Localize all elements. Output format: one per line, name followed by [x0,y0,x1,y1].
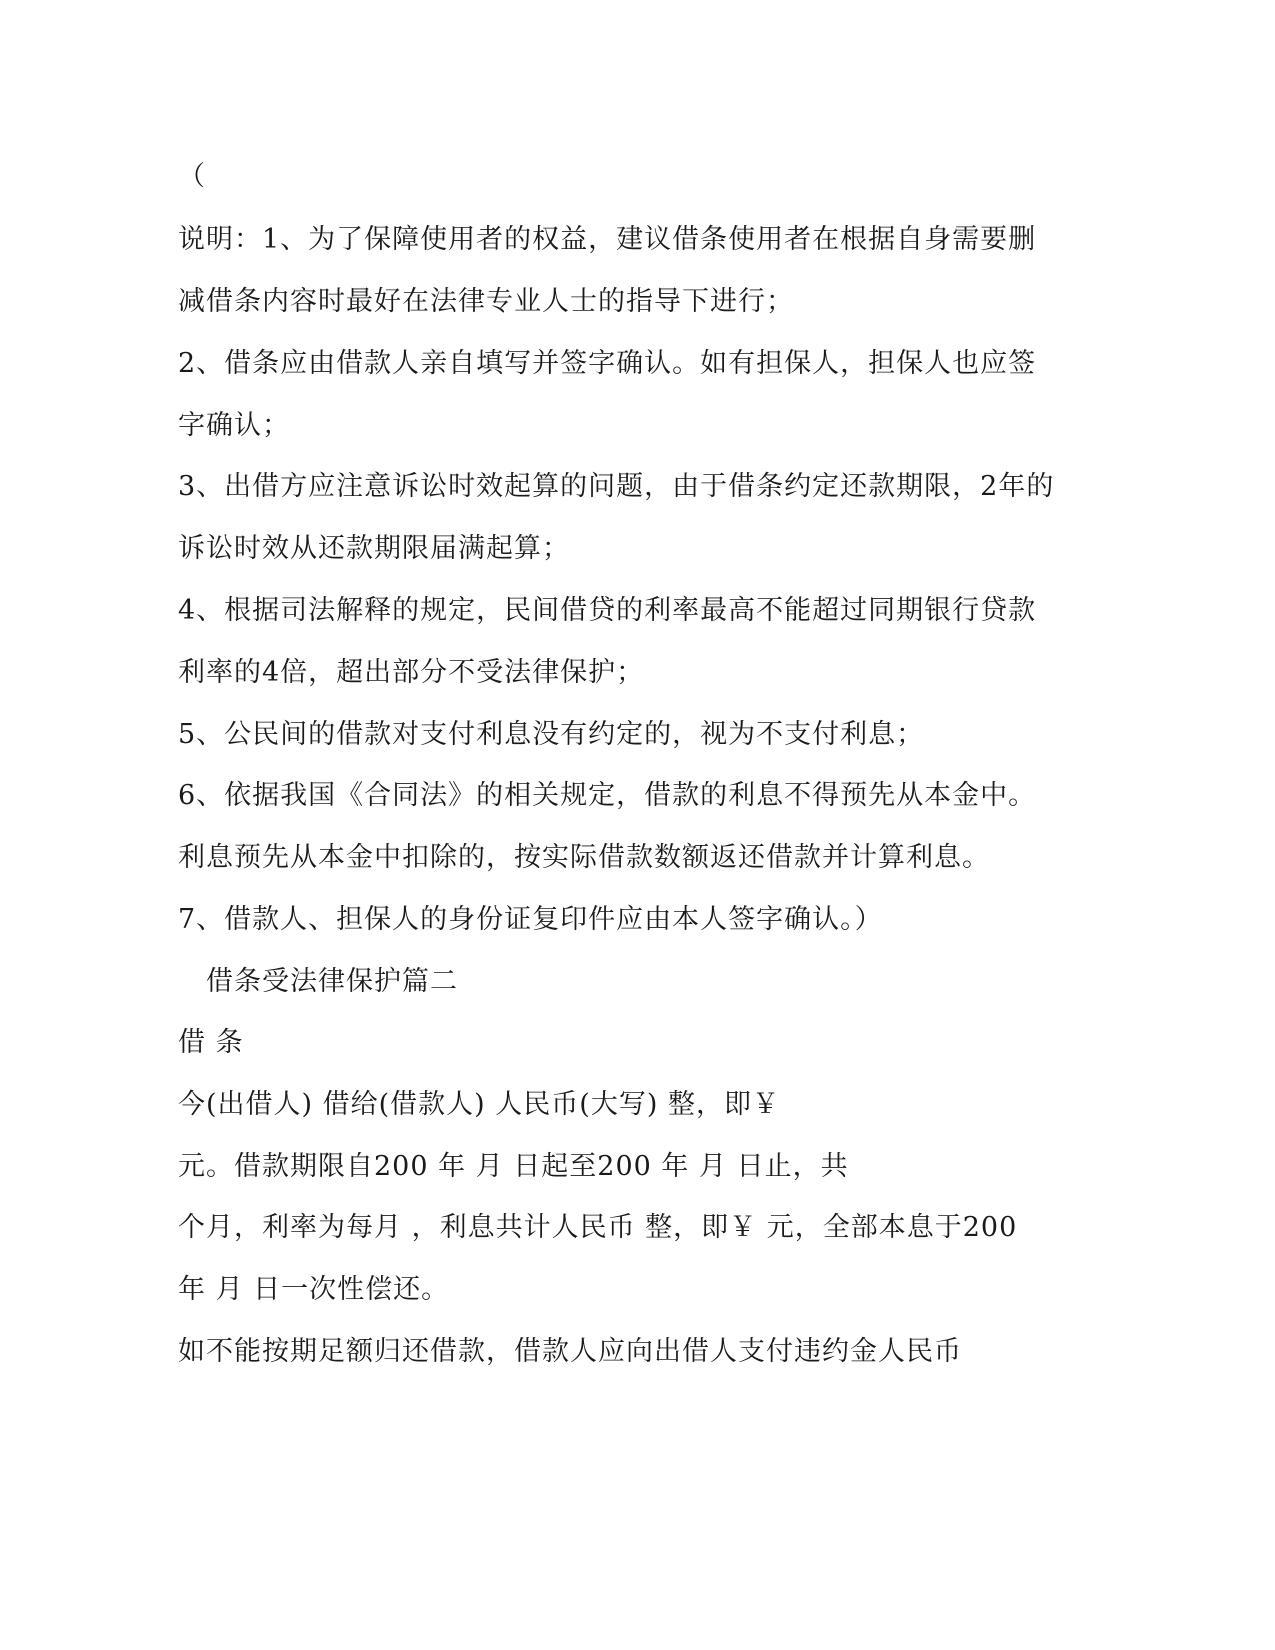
iou-body-line: 个月，利率为每月 ，利息共计人民币 整，即￥ 元，全部本息于200 [178,1212,1018,1243]
open-parenthesis: （ [178,161,206,192]
note-line: 诉讼时效从还款期限届满起算； [178,533,570,564]
note-line: 3、出借方应注意诉讼时效起算的问题，由于借条约定还款期限，2年的 [178,471,1055,502]
note-line: 利率的4倍，超出部分不受法律保护； [178,657,645,688]
note-line: 2、借条应由借款人亲自填写并签字确认。如有担保人，担保人也应签 [178,348,1037,379]
note-line: 5、公民间的借款对支付利息没有约定的，视为不支付利息； [178,719,925,750]
section-title: 借条受法律保护篇二 [206,966,458,997]
note-line: 7、借款人、担保人的身份证复印件应由本人签字确认。） [178,904,883,935]
note-line: 4、根据司法解释的规定，民间借贷的利率最高不能超过同期银行贷款 [178,595,1037,626]
note-line: 说明：1、为了保障使用者的权益，建议借条使用者在根据自身需要删 [178,224,1037,255]
iou-body-line: 年 月 日一次性偿还。 [178,1274,450,1305]
note-line: 利息预先从本金中扣除的，按实际借款数额返还借款并计算利息。 [178,842,990,873]
iou-body-line: 如不能按期足额归还借款，借款人应向出借人支付违约金人民币 [178,1336,962,1367]
note-line: 6、依据我国《合同法》的相关规定，借款的利息不得预先从本金中。 [178,780,1037,811]
note-line: 减借条内容时最好在法律专业人士的指导下进行； [178,286,794,317]
iou-heading: 借 条 [178,1027,244,1058]
iou-body-line: 今(出借人) 借给(借款人) 人民币(大写) 整，即￥ [178,1089,780,1120]
note-line: 字确认； [178,410,290,441]
iou-body-line: 元。借款期限自200 年 月 日起至200 年 月 日止，共 [178,1151,849,1182]
